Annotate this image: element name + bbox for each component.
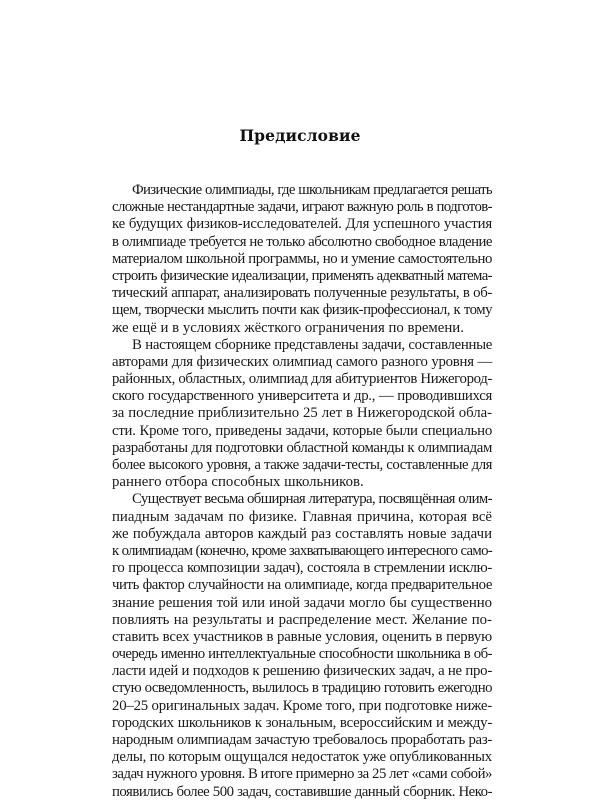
- text-line: пиадным задачам по физике. Главная причина, которая всё: [112, 508, 492, 525]
- text-line: ке будущих физиков-исследователей. Для успешного участия: [112, 216, 492, 233]
- text-line: очередь именно интеллектуальные способности школьника в об-: [112, 646, 492, 663]
- text-line: тический аппарат, анализировать полученные результаты, в об-: [112, 285, 492, 302]
- text-line: делы, по которым ощущался недостаток уже опубликованных: [112, 749, 492, 766]
- text-line: стую осведомленность, вылилось в традицию готовить ежегодно: [112, 680, 492, 697]
- text-line: народным олимпиадам зачастую требовалось проработать раз-: [112, 732, 492, 748]
- text-line: Существует весьма обширная литература, посвящённая олим-: [132, 491, 492, 508]
- text-line: авторами для физических олимпиад самого разного уровня —: [112, 353, 492, 370]
- text-line: появились более 500 задач, составившие данный сборник. Неко-: [112, 783, 492, 800]
- text-line: материалом школьной программы, но и умение самостоятельно: [112, 250, 492, 267]
- text-line: ласти идей и подходов к решению физических задач, а не про-: [112, 663, 492, 680]
- text-line: районных, областных, олимпиад для абитуриентов Нижегород-: [112, 371, 492, 388]
- text-line: повлиять на результаты и распределение мест. Желание по-: [112, 611, 492, 628]
- text-line: Физические олимпиады, где школьникам предлагается решать: [132, 182, 492, 198]
- text-line: к олимпиадам (конечно, кроме захватывающего интересного само-: [112, 542, 492, 559]
- text-line: знание решения той или иной задачи могло бы существенно: [112, 594, 492, 611]
- text-line: ставить всех участников в равные условия, оценить в первую: [112, 628, 492, 645]
- text-line: го процесса композиции задач), состояла в стремлении исклю-: [112, 560, 492, 577]
- text-line: же ещё и в условиях жёсткого ограничения по времени.: [112, 319, 464, 336]
- text-line: же побуждала авторов каждый раз составлять новые задачи: [112, 525, 492, 542]
- text-line: городских школьников к зональным, всероссийским и между-: [112, 714, 492, 731]
- text-line: раннего отбора способных школьников.: [112, 474, 364, 491]
- text-line: в олимпиаде требуется не только абсолютно свободное владение: [112, 233, 492, 250]
- body-text: [112, 182, 492, 801]
- text-line: 20–25 оригинальных задач. Кроме того, при подготовке ниже-: [112, 697, 492, 714]
- text-line: щем, творчески мыслить почти как физик-профессионал, к тому: [112, 302, 492, 319]
- text-line: ского государственного университета и др., — проводившихся: [112, 388, 492, 405]
- text-line: сложные нестандартные задачи, играют важную роль в подготов-: [112, 199, 492, 216]
- text-line: чить фактор случайности на олимпиаде, когда предварительное: [112, 577, 492, 594]
- text-line: строить физические идеализации, применять адекватный матема-: [112, 267, 492, 284]
- text-line: за последние приблизительно 25 лет в Нижегородской обла-: [112, 405, 492, 422]
- text-line: В настоящем сборнике представлены задачи, составленные: [132, 336, 492, 353]
- text-line: сти. Кроме того, приведены задачи, которые были специально: [112, 422, 492, 439]
- text-line: разработаны для подготовки областной команды к олимпиадам: [112, 439, 492, 456]
- page-title: Предисловие: [239, 126, 361, 145]
- text-line: задач нужного уровня. В итоге примерно за 25 лет «сами собой»: [112, 766, 492, 783]
- text-line: более высокого уровня, а также задачи-тесты, составленные для: [112, 457, 492, 473]
